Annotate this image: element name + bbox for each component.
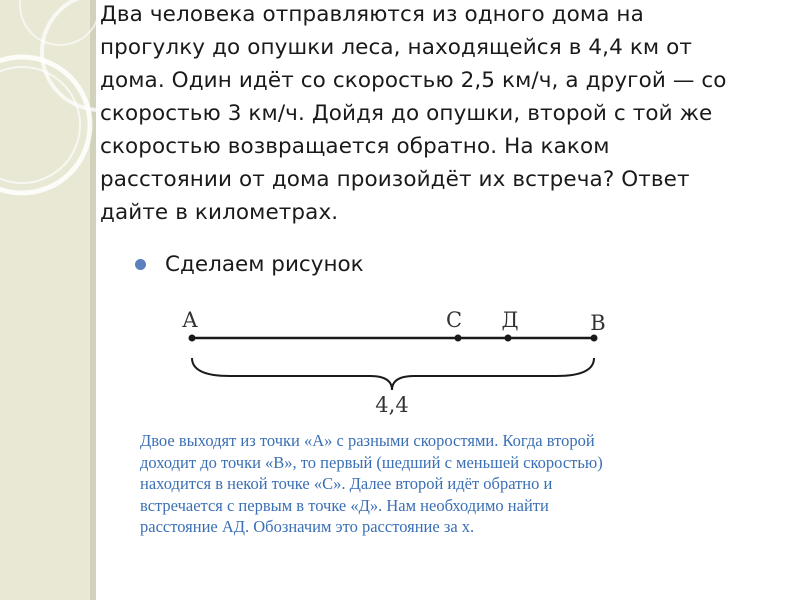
problem-line: Два человека отправляются из одного дома на	[100, 2, 644, 27]
bullet-dot-icon	[135, 259, 146, 270]
bullet-item	[135, 252, 364, 277]
problem-line: дома. Один идёт со скоростью 2,5 км/ч, а другой — со	[100, 68, 727, 93]
point-c-dot	[455, 335, 462, 342]
bullet-text: Сделаем рисунок	[165, 252, 364, 277]
segment-diagram	[170, 300, 630, 420]
problem-line: прогулку до опушки леса, находящейся в 4,4 км от	[100, 35, 693, 60]
point-b-label: В	[590, 311, 606, 335]
distance-brace-icon	[192, 358, 594, 390]
point-b-dot	[591, 335, 598, 342]
point-c-label: С	[445, 308, 463, 332]
problem-line: скоростью возвращается обратно. На каком	[100, 134, 610, 159]
explanation-line: Двое выходят из точки «А» с разными скоростями. Когда второй	[140, 431, 595, 450]
explanation-line: расстояние АД. Обозначим это расстояние за х.	[140, 517, 475, 536]
point-d-label: Д	[501, 308, 519, 332]
explanation-line: доходит до точки «В», то первый (шедший с меньшей скоростью)	[140, 452, 603, 472]
point-a-label: A	[182, 308, 198, 332]
problem-text	[100, 0, 790, 229]
problem-line: дайте в километрах.	[100, 200, 339, 225]
distance-label: 4,4	[375, 393, 409, 417]
problem-line: скоростью 3 км/ч. Дойдя до опушки, второй с той же	[100, 101, 713, 126]
problem-line: расстоянии от дома произойдёт их встреча? Ответ	[100, 167, 690, 192]
explanation-line: встречается с первым в точке «Д». Нам необходимо найти	[140, 495, 549, 515]
explanation-text	[140, 430, 720, 538]
point-a-dot	[189, 335, 196, 342]
explanation-line: находится в некой точке «С». Далее второй идёт обратно и	[140, 474, 553, 493]
point-d-dot	[505, 335, 512, 342]
